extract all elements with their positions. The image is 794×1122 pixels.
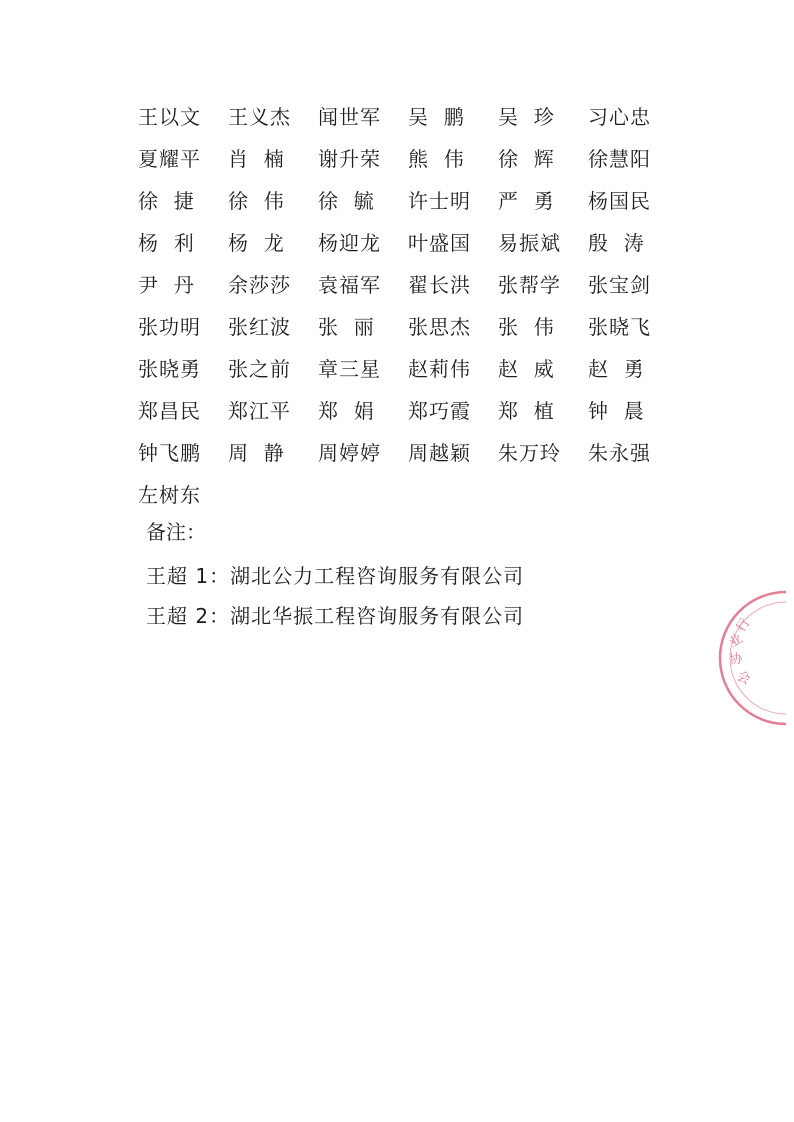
person-name: 张功明: [138, 315, 201, 339]
name-row: [138, 348, 678, 390]
person-name: 左树东: [138, 483, 201, 507]
seal-char: 行: [733, 616, 754, 635]
person-name: 张晓飞: [588, 315, 651, 339]
notes-label: 备注：: [146, 520, 206, 544]
person-name: 吴 鹏: [408, 105, 465, 129]
person-name: 尹 丹: [138, 273, 195, 297]
person-name: 张晓勇: [138, 357, 201, 381]
person-name: 张思杰: [408, 315, 471, 339]
person-name: 杨 利: [138, 231, 195, 255]
person-name: 杨 龙: [228, 231, 285, 255]
person-name: 王义杰: [228, 105, 291, 129]
name-row: [138, 138, 678, 180]
person-name: 张红波: [228, 315, 291, 339]
person-name: 赵 威: [498, 357, 555, 381]
person-name: 余莎莎: [228, 273, 291, 297]
name-row: [138, 180, 678, 222]
person-name: 杨迎龙: [318, 231, 381, 255]
person-name: 张宝剑: [588, 273, 651, 297]
person-name: 徐 毓: [318, 189, 375, 213]
seal-char: 协: [729, 651, 744, 668]
official-seal-stamp: [706, 588, 792, 728]
person-name: 殷 涛: [588, 231, 645, 255]
person-name: 周 静: [228, 441, 285, 465]
person-name: 谢升荣: [318, 147, 381, 171]
person-name: 郑江平: [228, 399, 291, 423]
person-name: 郑昌民: [138, 399, 201, 423]
person-name: 钟 晨: [588, 399, 645, 423]
person-name: 张之前: [228, 357, 291, 381]
person-name: 章三星: [318, 357, 381, 381]
name-row: [138, 222, 678, 264]
person-name: 张 丽: [318, 315, 375, 339]
person-name: 易振斌: [498, 231, 561, 255]
note-item: 王超 2：湖北华振工程咨询服务有限公司: [146, 604, 525, 628]
person-name: 吴 珍: [498, 105, 555, 129]
name-list: [138, 96, 678, 516]
person-name: 习心忠: [588, 105, 651, 129]
person-name: 朱万玲: [498, 441, 561, 465]
person-name: 周越颖: [408, 441, 471, 465]
name-row: [138, 432, 678, 474]
person-name: 闻世军: [318, 105, 381, 129]
person-name: 叶盛国: [408, 231, 471, 255]
notes-section: [146, 512, 524, 636]
person-name: 徐 伟: [228, 189, 285, 213]
person-name: 朱永强: [588, 441, 651, 465]
person-name: 王以文: [138, 105, 201, 129]
seal-char: 会: [734, 668, 753, 688]
person-name: 夏耀平: [138, 147, 201, 171]
person-name: 赵莉伟: [408, 357, 471, 381]
person-name: 周婷婷: [318, 441, 381, 465]
name-row: [138, 390, 678, 432]
person-name: 张帮学: [498, 273, 561, 297]
person-name: 徐慧阳: [588, 147, 651, 171]
name-row: [138, 306, 678, 348]
person-name: 熊 伟: [408, 147, 465, 171]
name-row: [138, 474, 678, 516]
person-name: 钟飞鹏: [138, 441, 201, 465]
name-row: [138, 264, 678, 306]
person-name: 郑巧霞: [408, 399, 471, 423]
person-name: 徐 辉: [498, 147, 555, 171]
name-row: [138, 96, 678, 138]
seal-char: 业: [726, 631, 746, 652]
note-item: 王超 1：湖北公力工程咨询服务有限公司: [146, 564, 525, 588]
person-name: 徐 捷: [138, 189, 195, 213]
person-name: 赵 勇: [588, 357, 645, 381]
person-name: 许士明: [408, 189, 471, 213]
person-name: 翟长洪: [408, 273, 471, 297]
person-name: 严 勇: [498, 189, 555, 213]
person-name: 郑 娟: [318, 399, 375, 423]
person-name: 肖 楠: [228, 147, 285, 171]
person-name: 郑 植: [498, 399, 555, 423]
person-name: 张 伟: [498, 315, 555, 339]
person-name: 杨国民: [588, 189, 651, 213]
person-name: 袁福军: [318, 273, 381, 297]
